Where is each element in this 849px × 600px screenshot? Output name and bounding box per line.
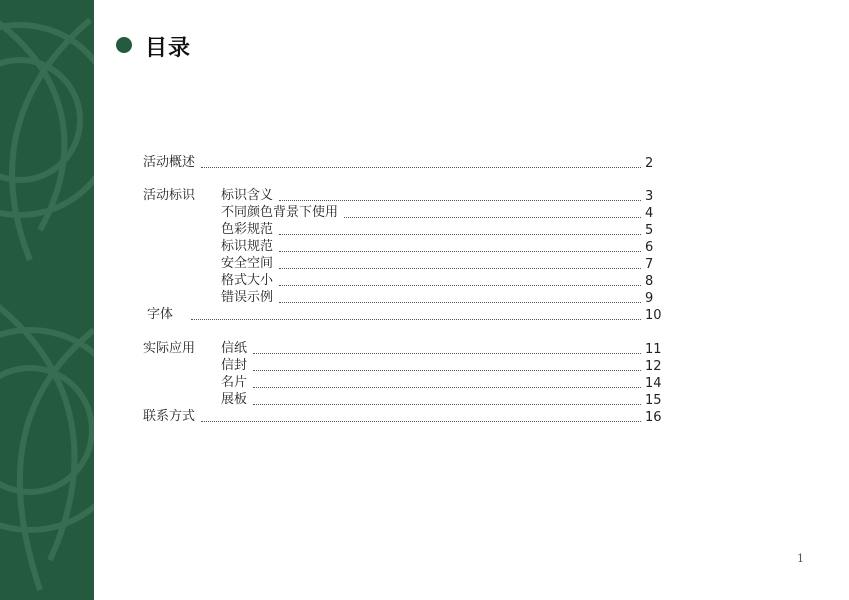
toc-page-number: 12 [645, 359, 662, 374]
toc-item-label: 信纸 [221, 341, 248, 356]
toc-entry[interactable] [0, 272, 849, 289]
dot-leader [191, 306, 641, 320]
toc-item-label: 安全空间 [221, 256, 274, 271]
toc-entry[interactable] [0, 154, 849, 171]
toc-entry[interactable] [0, 357, 849, 374]
toc-page-number: 7 [645, 257, 654, 272]
toc-entry[interactable] [0, 289, 849, 306]
dot-leader [279, 221, 641, 235]
toc-entry[interactable] [0, 391, 849, 408]
toc-entry[interactable] [0, 408, 849, 425]
page-number: 1 [797, 552, 804, 565]
dot-leader [201, 408, 641, 422]
dot-leader [279, 187, 641, 201]
toc-page-number: 3 [645, 189, 654, 204]
toc-item-label: 格式大小 [221, 273, 274, 288]
toc-section-label: 联系方式 [143, 409, 196, 424]
toc-section-label: 字体 [147, 307, 174, 322]
toc-item-label: 信封 [221, 358, 248, 373]
toc-page-number: 11 [645, 342, 662, 357]
toc-entry[interactable] [0, 340, 849, 357]
dot-leader [279, 238, 641, 252]
toc-page-number: 9 [645, 291, 654, 306]
toc-page-number: 15 [645, 393, 662, 408]
toc-page-number: 8 [645, 274, 654, 289]
toc-section-label: 实际应用 [143, 341, 196, 356]
dot-leader [279, 255, 641, 269]
toc-page-number: 14 [645, 376, 662, 391]
dot-leader [344, 204, 641, 218]
toc-entry[interactable] [0, 221, 849, 238]
toc-page-number: 16 [645, 410, 662, 425]
dot-leader [253, 340, 641, 354]
dot-leader [201, 154, 641, 168]
toc-page-number: 5 [645, 223, 654, 238]
toc-item-label: 色彩规范 [221, 222, 274, 237]
toc-entry[interactable] [0, 204, 849, 221]
toc-page-number: 4 [645, 206, 654, 221]
toc-entry[interactable] [0, 187, 849, 204]
dot-leader [253, 374, 641, 388]
toc-page-number: 6 [645, 240, 654, 255]
toc-item-label: 不同颜色背景下使用 [221, 205, 339, 220]
toc-item-label: 展板 [221, 392, 248, 407]
toc-item-label: 名片 [221, 375, 248, 390]
dot-leader [253, 357, 641, 371]
toc-page-number: 10 [645, 308, 662, 323]
toc-section-label: 活动概述 [143, 155, 196, 170]
toc-item-label: 标识含义 [221, 188, 274, 203]
dot-leader [279, 272, 641, 286]
toc-entry[interactable] [0, 374, 849, 391]
toc-entry[interactable] [0, 238, 849, 255]
dot-leader [279, 289, 641, 303]
toc-item-label: 标识规范 [221, 239, 274, 254]
toc-entry[interactable] [0, 255, 849, 272]
toc-item-label: 错误示例 [221, 290, 274, 305]
title-bullet [116, 37, 132, 53]
toc-page-number: 2 [645, 156, 654, 171]
toc-entry[interactable] [0, 306, 849, 323]
dot-leader [253, 391, 641, 405]
page-title: 目录 [145, 36, 192, 61]
toc-section-label: 活动标识 [143, 188, 196, 203]
